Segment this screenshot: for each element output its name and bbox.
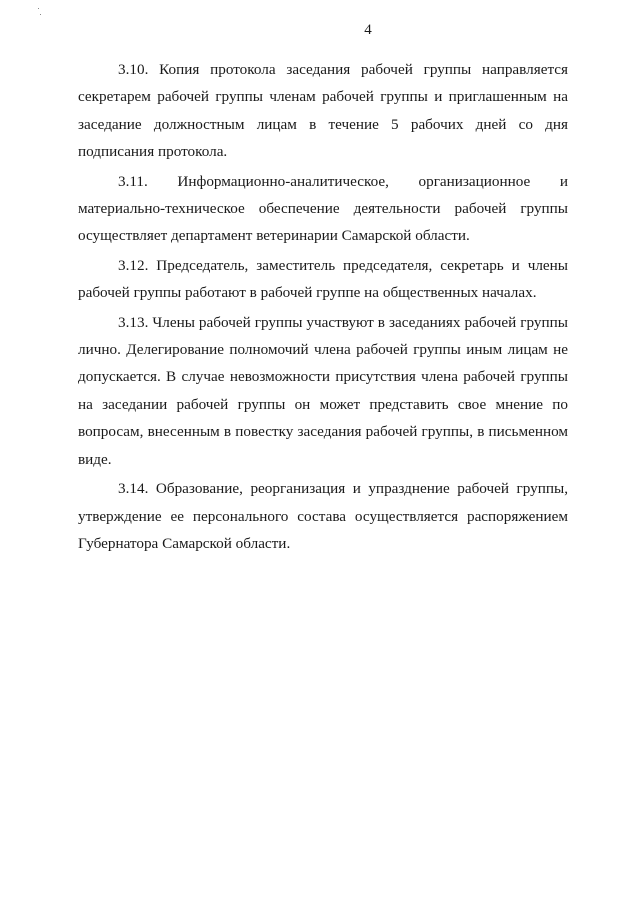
scan-speck xyxy=(40,14,41,15)
document-body xyxy=(78,56,568,559)
paragraph-3-12: 3.12. Председатель, заместитель председателя, секретарь и члены рабочей группы работают в рабочей группе на общественных началах. xyxy=(78,256,568,302)
paragraph-3-13: 3.13. Члены рабочей группы участвуют в заседаниях рабочей группы лично. Делегирование полномочий члена рабочей группы иным лицам не допускается. В случае невозможности присутствия члена рабочей группы на заседании рабочей группы он может представить свое мнение по вопросам, внесенным в повестку заседания рабочей группы, в письменном виде. xyxy=(78,313,568,468)
paragraph-3-11: 3.11. Информационно-аналитическое, организационное и материально-техническое обеспечение деятельности рабочей группы осуществляет департамент ветеринарии Самарской области. xyxy=(78,172,568,245)
scan-speck xyxy=(38,8,39,9)
page-number: 4 xyxy=(364,22,372,38)
paragraph-3-14: 3.14. Образование, реорганизация и упразднение рабочей группы, утверждение ее персонального состава осуществляется распоряжением Губернатора Самарской области. xyxy=(78,480,568,552)
paragraph-3-10: 3.10. Копия протокола заседания рабочей группы направляется секретарем рабочей группы членам рабочей группы и приглашенным на заседание должностным лицам в течение 5 рабочих дней со дня подписания протокола. xyxy=(78,61,568,161)
